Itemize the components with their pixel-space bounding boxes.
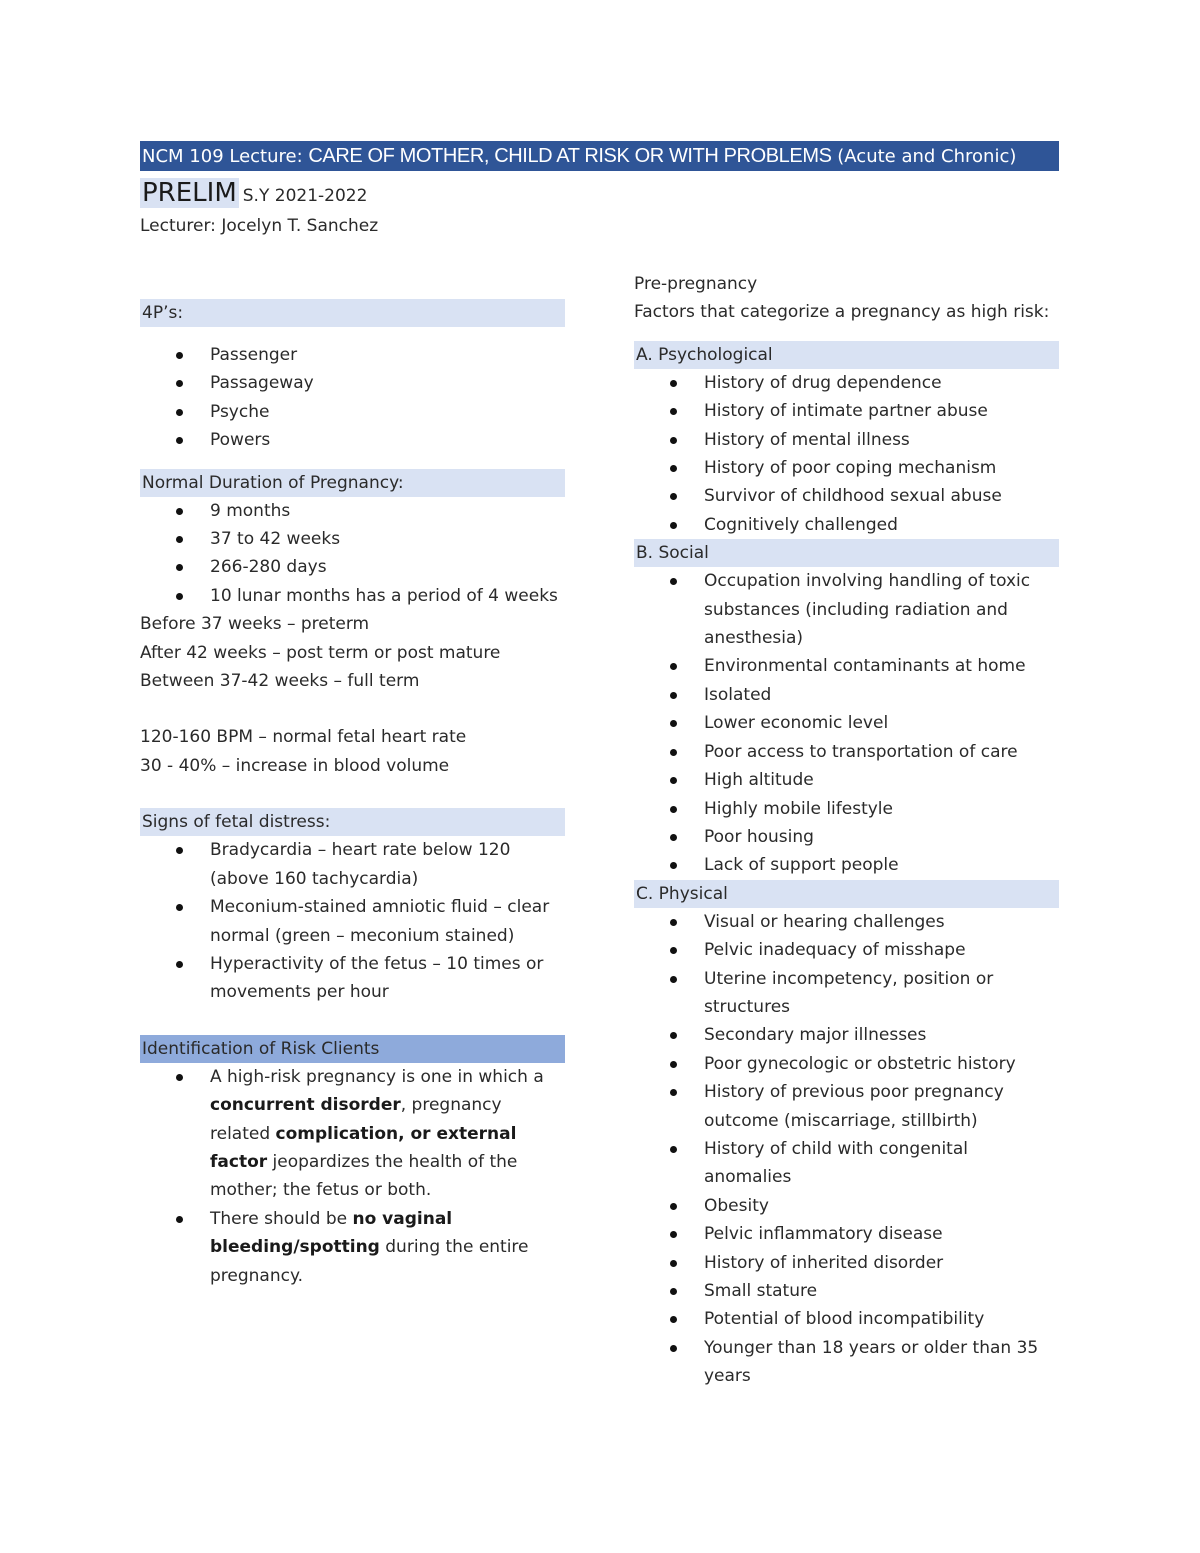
list-item: Bradycardia – heart rate below 120 (above 160 tachycardia) [140,836,565,893]
list-item: Poor housing [634,823,1059,851]
list-item: High altitude [634,766,1059,794]
section-heading-4ps: 4P’s: [140,299,565,327]
list-item: Cognitively challenged [634,511,1059,539]
list-social [634,567,1059,879]
list-item: History of previous poor pregnancy outcome (miscarriage, stillbirth) [634,1078,1059,1135]
section-heading-duration: Normal Duration of Pregnancy: [140,469,565,497]
list-item: Visual or hearing challenges [634,908,1059,936]
list-4ps [140,341,565,455]
right-column [634,270,1059,1391]
course-label: NCM 109 Lecture: [142,145,303,167]
list-distress [140,836,565,1006]
section-heading-distress: Signs of fetal distress: [140,808,565,836]
lecturer-line: Lecturer: Jocelyn T. Sanchez [140,216,379,236]
list-item: History of poor coping mechanism [634,454,1059,482]
text-line: Before 37 weeks – preterm [140,614,370,635]
list-item: History of child with congenital anomalies [634,1135,1059,1192]
list-item: Lower economic level [634,709,1059,737]
list-item: Passenger [140,341,565,369]
text-line: After 42 weeks – post term or post mature [140,642,501,663]
list-item: Environmental contaminants at home [634,652,1059,680]
list-item: Survivor of childhood sexual abuse [634,482,1059,510]
term-label: PRELIM [142,178,237,208]
list-item: Younger than 18 years or older than 35 years [634,1334,1059,1391]
list-item: 10 lunar months has a period of 4 weeks [140,582,565,610]
list-item: 9 months [140,497,565,525]
document-title: CARE OF MOTHER, CHILD AT RISK OR WITH PROBLEMS [308,144,832,167]
list-item: Pelvic inflammatory disease [634,1220,1059,1248]
section-heading-social: B. Social [634,539,1059,567]
list-item: Poor gynecologic or obstetric history [634,1050,1059,1078]
list-physical [634,908,1059,1391]
list-duration [140,497,565,611]
section-heading-psychological: A. Psychological [634,341,1059,369]
text-line: 30 - 40% – increase in blood volume [140,755,450,776]
list-item: Hyperactivity of the fetus – 10 times or movements per hour [140,950,565,1007]
list-item: Passageway [140,369,565,397]
list-psychological [634,369,1059,539]
list-item: Pelvic inadequacy of misshape [634,936,1059,964]
list-item: There should be no vaginal bleeding/spotting during the entire pregnancy. [140,1205,565,1290]
list-item: 37 to 42 weeks [140,525,565,553]
school-year: S.Y 2021-2022 [242,186,368,206]
list-item: History of drug dependence [634,369,1059,397]
list-item: History of intimate partner abuse [634,397,1059,425]
list-item: Highly mobile lifestyle [634,795,1059,823]
intro-line: Factors that categorize a pregnancy as high risk: [634,302,1050,323]
list-item: Small stature [634,1277,1059,1305]
text-line: 120-160 BPM – normal fetal heart rate [140,727,467,748]
list-item: A high-risk pregnancy is one in which a concurrent disorder, pregnancy related complication, or external factor jeopardizes the health of the mother; the fetus or both. [140,1063,565,1205]
list-item: History of mental illness [634,426,1059,454]
list-item: Uterine incompetency, position or structures [634,965,1059,1022]
term-line [140,178,367,208]
list-item: Lack of support people [634,851,1059,879]
list-item: 266-280 days [140,553,565,581]
list-risk [140,1063,565,1290]
left-column [140,299,565,1290]
section-heading-physical: C. Physical [634,880,1059,908]
list-item: Powers [140,426,565,454]
intro-line: Pre-pregnancy [634,274,758,294]
text-line: Between 37-42 weeks – full term [140,671,420,692]
title-bar [140,141,1059,171]
section-heading-risk: Identification of Risk Clients [140,1035,565,1063]
list-item: Poor access to transportation of care [634,738,1059,766]
list-item: Potential of blood incompatibility [634,1305,1059,1333]
list-item: Meconium-stained amniotic fluid – clear normal (green – meconium stained) [140,893,565,950]
list-item: Obesity [634,1192,1059,1220]
list-item: Psyche [140,398,565,426]
list-item: Isolated [634,681,1059,709]
list-item: Secondary major illnesses [634,1021,1059,1049]
document-subtitle: (Acute and Chronic) [837,145,1017,167]
list-item: Occupation involving handling of toxic substances (including radiation and anesthesia) [634,567,1059,652]
list-item: History of inherited disorder [634,1249,1059,1277]
